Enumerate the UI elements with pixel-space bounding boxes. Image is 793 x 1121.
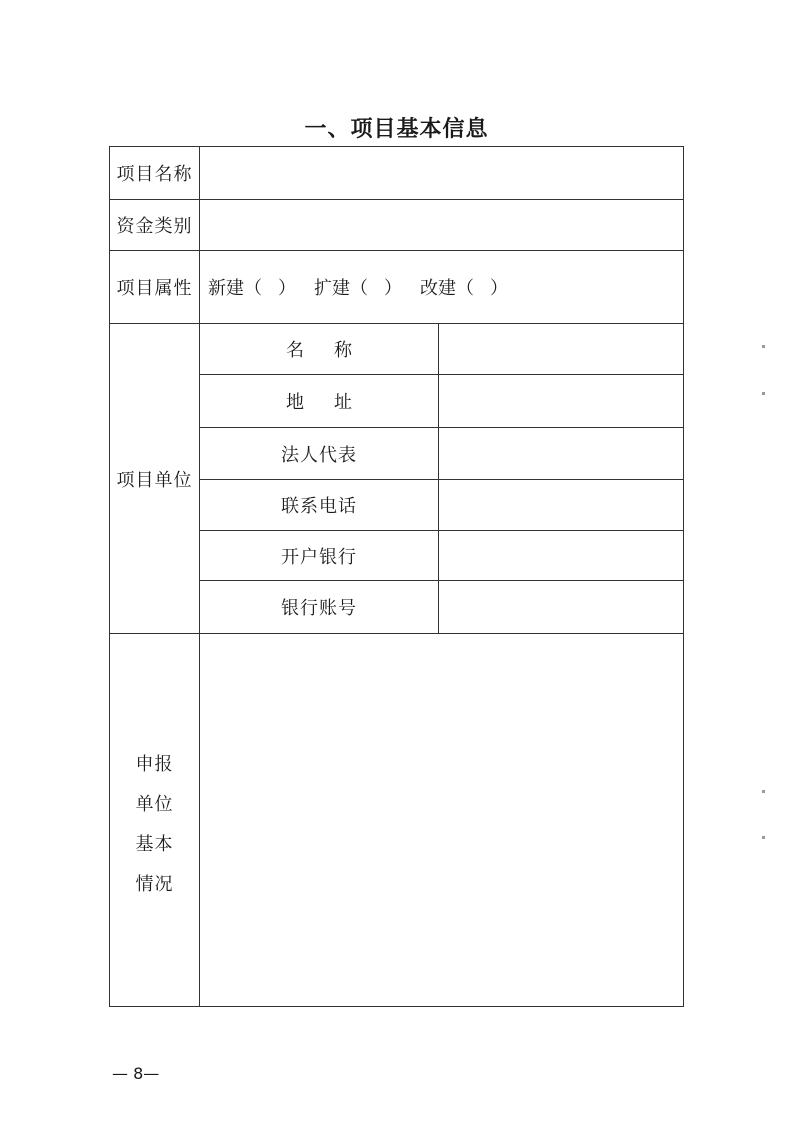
attr-option-expand-close: ） xyxy=(384,278,402,299)
unit-name-field[interactable] xyxy=(439,324,684,375)
attr-option-expand[interactable] xyxy=(314,274,402,300)
applicant-info-field[interactable] xyxy=(200,634,684,1007)
unit-name-label: 名称 xyxy=(200,324,439,375)
scan-mark xyxy=(762,392,765,395)
attr-option-rebuild-label: 改建（ xyxy=(420,278,474,299)
applicant-info-label-line: 情况 xyxy=(135,874,174,895)
row-project-name xyxy=(110,147,684,200)
row-project-attribute xyxy=(110,251,684,324)
project-info-form xyxy=(109,146,684,1007)
project-name-field[interactable] xyxy=(200,147,684,200)
page-title: 一、项目基本信息 xyxy=(304,117,489,142)
page-number: — 8— xyxy=(112,1064,160,1083)
contact-phone-label: 联系电话 xyxy=(200,480,439,531)
fund-category-label: 资金类别 xyxy=(110,200,200,251)
row-unit-name xyxy=(110,324,684,375)
attr-option-new-label: 新建（ xyxy=(208,278,262,299)
attr-option-expand-label: 扩建（ xyxy=(314,278,368,299)
bank-account-field[interactable] xyxy=(439,581,684,634)
unit-address-label: 地址 xyxy=(200,375,439,428)
row-applicant-info xyxy=(110,634,684,1007)
scan-mark xyxy=(762,345,765,348)
unit-address-field[interactable] xyxy=(439,375,684,428)
applicant-info-label xyxy=(110,634,200,1007)
row-fund-category xyxy=(110,200,684,251)
contact-phone-field[interactable] xyxy=(439,480,684,531)
attr-option-rebuild[interactable] xyxy=(420,274,508,300)
applicant-info-label-line: 单位 xyxy=(135,794,174,815)
attr-option-new-close: ） xyxy=(278,278,296,299)
project-name-label: 项目名称 xyxy=(110,147,200,200)
attr-option-rebuild-close: ） xyxy=(490,278,508,299)
applicant-info-label-line: 申报 xyxy=(135,754,174,775)
scan-mark xyxy=(762,790,765,793)
legal-rep-label: 法人代表 xyxy=(200,428,439,480)
bank-name-label: 开户银行 xyxy=(200,531,439,581)
applicant-info-label-line: 基本 xyxy=(135,834,174,855)
project-attribute-options xyxy=(200,251,684,324)
project-attribute-label: 项目属性 xyxy=(110,251,200,324)
project-unit-label: 项目单位 xyxy=(110,324,200,634)
fund-category-field[interactable] xyxy=(200,200,684,251)
legal-rep-field[interactable] xyxy=(439,428,684,480)
bank-name-field[interactable] xyxy=(439,531,684,581)
scan-mark xyxy=(762,836,765,839)
bank-account-label: 银行账号 xyxy=(200,581,439,634)
attr-option-new[interactable] xyxy=(208,274,296,300)
